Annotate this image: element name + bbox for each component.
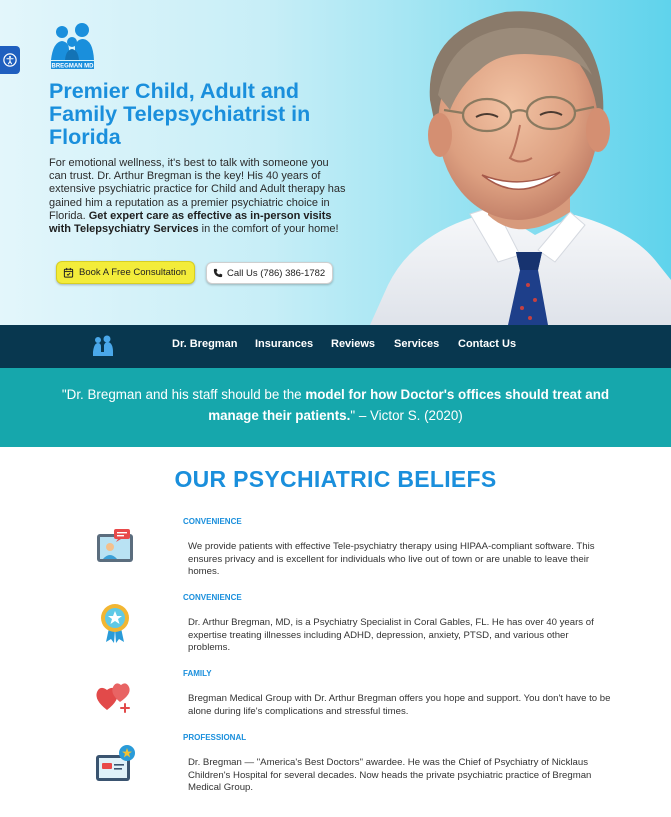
hero-intro-tail: in the comfort of your home! (198, 223, 339, 236)
belief-heading: CONVENIENCE (183, 517, 242, 526)
call-us-button[interactable] (206, 262, 333, 284)
hero-intro-bold: Get expert care as effective as in-person visits with Telepsychiatry Services (49, 209, 332, 236)
belief-text: We provide patients with effective Tele-psychiatry therapy using HIPAA-compliant software. This ensures privacy and is excellent for individuals who live out of town or are unable to leave their homes. (188, 541, 595, 578)
hero-intro-lead: For emotional wellness, it's best to talk with someone you can trust. Dr. Arthur Bregman is the key! His 40 years of extensive psychiatric practice for Child and Adult therapy has gained him a reputation as a premier psychiatric choice in Florida. (49, 157, 346, 222)
call-us-label: Call Us (786) 386-1782 (227, 267, 326, 279)
nav-item-services[interactable]: Services (394, 338, 440, 350)
calendar-icon (63, 267, 74, 278)
quote-bold: model for how Doctor's offices should treat and manage their patients. (208, 387, 610, 423)
nav-logo[interactable] (92, 333, 114, 357)
award-medal-icon (94, 602, 136, 644)
certificate-star-icon (94, 743, 136, 785)
hero-intro (49, 157, 349, 236)
logo-text: BREGMAN MD (51, 63, 94, 70)
belief-heading: FAMILY (183, 669, 212, 678)
belief-text: Dr. Arthur Bregman, MD, is a Psychiatry Specialist in Coral Gables, FL. He has over 40 years of expertise treating illnesses including ADHD, depression, anxiety, PTSD, and various other problems. (188, 617, 594, 654)
nav-item-insurances[interactable]: Insurances (255, 338, 314, 350)
belief-text: Dr. Bregman — "America's Best Doctors" awardee. He was the Chief of Psychiatry of Nicklaus Children's Hospital for several decades. Now heads the private psychiatric practice of Bregman Medical Group. (188, 757, 592, 794)
belief-heading: PROFESSIONAL (183, 733, 247, 742)
belief-heading: CONVENIENCE (183, 593, 242, 602)
book-consultation-label: Book A Free Consultation (79, 267, 187, 278)
doctor-photo (370, 0, 671, 325)
nav-item-reviews[interactable]: Reviews (331, 338, 376, 350)
nav-item-dr-bregman[interactable]: Dr. Bregman (172, 338, 238, 350)
testimonial-banner (0, 368, 671, 447)
nav-item-contact-us[interactable]: Contact Us (458, 338, 517, 350)
page-title: Premier Child, Adult and Family Telepsychiatrist in Florida (49, 79, 311, 149)
beliefs-section-title: OUR PSYCHIATRIC BELIEFS (174, 466, 497, 492)
hero-section (0, 0, 671, 325)
main-navigation (0, 325, 671, 368)
phone-icon (213, 268, 223, 278)
telehealth-icon (94, 527, 136, 569)
belief-text: Bregman Medical Group with Dr. Arthur Bregman offers you hope and support. You don't have to be alone during life's complications and stressful times. (188, 693, 611, 717)
book-consultation-button[interactable] (56, 261, 195, 284)
testimonial-quote (40, 384, 631, 426)
quote-lead: "Dr. Bregman and his staff should be the (61, 387, 306, 402)
accessibility-button[interactable] (0, 46, 20, 74)
hearts-icon (94, 676, 136, 718)
quote-tail: " – Victor S. (2020) (350, 408, 463, 423)
accessibility-icon (3, 53, 17, 67)
bregman-md-logo[interactable] (49, 20, 96, 70)
